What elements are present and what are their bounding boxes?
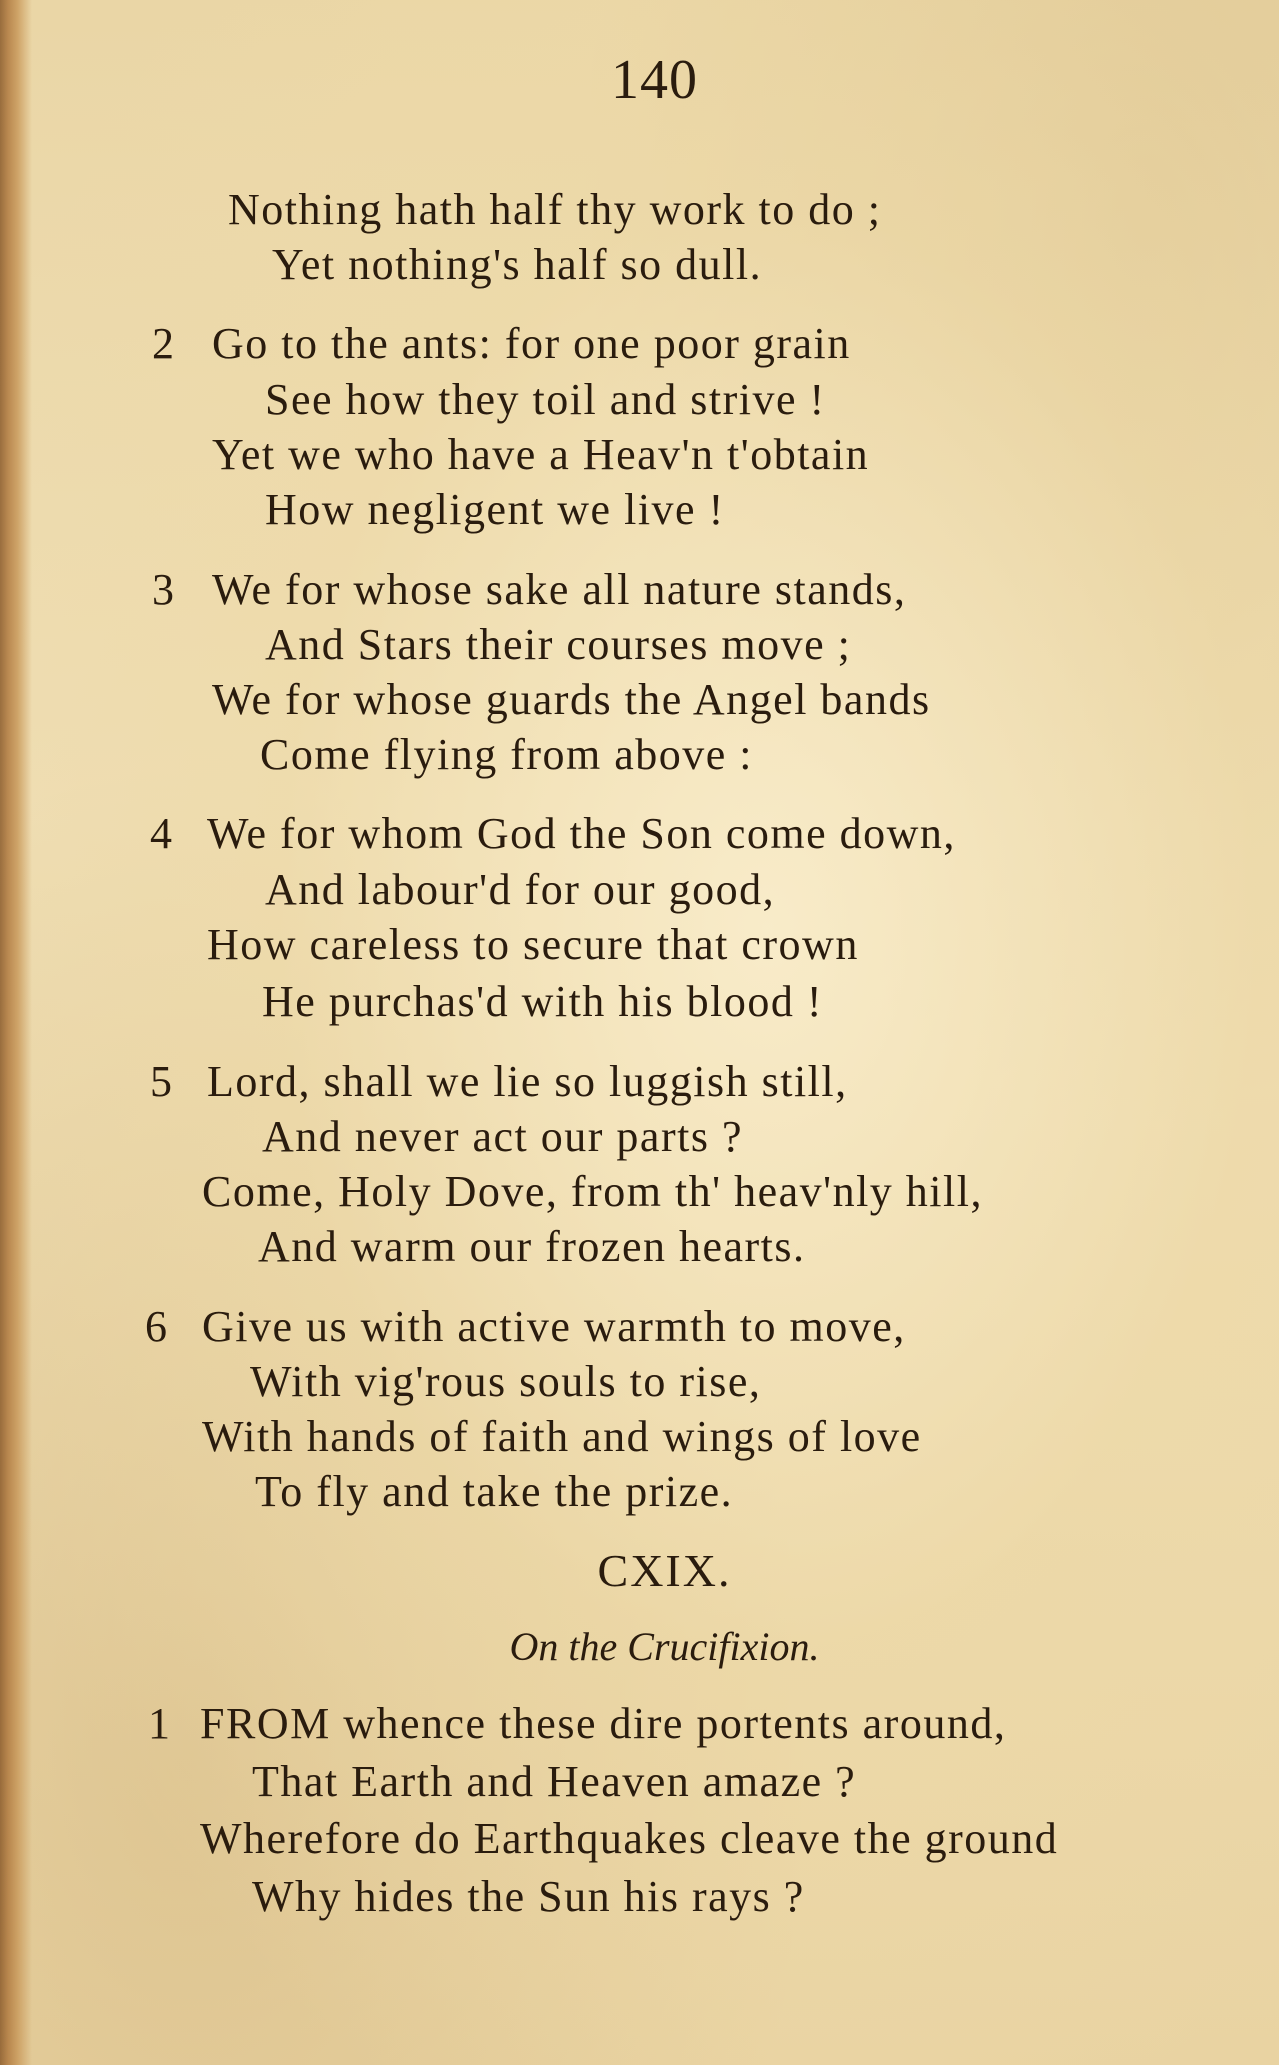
verse-line: Why hides the Sun his rays ? — [252, 1872, 805, 1921]
verse-line: And labour'd for our good, — [265, 865, 776, 914]
verse-line: Come flying from above : — [260, 730, 754, 779]
verse-line: And never act our parts ? — [262, 1112, 743, 1161]
verse-line: With vig'rous souls to rise, — [250, 1357, 762, 1406]
verse-line: We for whom God the Son come down, — [207, 809, 956, 858]
verse-line: To fly and take the prize. — [255, 1467, 734, 1516]
verse-line: We for whose guards the Angel bands — [212, 675, 931, 724]
page-number: 140 — [611, 49, 698, 111]
verse-line: See how they toil and strive ! — [265, 375, 826, 424]
verse-line: Give us with active warmth to move, — [202, 1302, 906, 1351]
verse-line: Wherefore do Earthquakes cleave the ground — [200, 1814, 1059, 1863]
verse-line: FROM whence these dire portents around, — [200, 1699, 1007, 1748]
hymn-subtitle: On the Crucifixion. — [509, 1624, 820, 1669]
stanza-number: 4 — [150, 809, 172, 858]
verse-line: How negligent we live ! — [265, 485, 725, 534]
stanza-number: 6 — [145, 1302, 167, 1351]
verse-line: And Stars their courses move ; — [265, 620, 852, 669]
hymn-heading: CXIX. — [597, 1545, 732, 1596]
verse-line: Go to the ants: for one poor grain — [212, 319, 851, 368]
verse-line: Come, Holy Dove, from th' heav'nly hill, — [202, 1167, 983, 1216]
stanza-number: 5 — [150, 1057, 172, 1106]
verse-line: Yet nothing's half so dull. — [272, 240, 763, 289]
stanza-number: 2 — [152, 319, 174, 368]
verse-line: That Earth and Heaven amaze ? — [252, 1757, 857, 1806]
page-binding-edge — [0, 0, 32, 2065]
verse-line: With hands of faith and wings of love — [202, 1412, 922, 1461]
verse-line: Lord, shall we lie so luggish still, — [207, 1057, 848, 1106]
verse-line: How careless to secure that crown — [207, 920, 859, 969]
verse-line: And warm our frozen hearts. — [258, 1222, 806, 1271]
stanza-number: 1 — [148, 1699, 170, 1748]
verse-line: Nothing hath half thy work to do ; — [228, 185, 882, 234]
verse-line: Yet we who have a Heav'n t'obtain — [212, 430, 870, 479]
verse-line: He purchas'd with his blood ! — [262, 977, 824, 1026]
verse-line: We for whose sake all nature stands, — [212, 565, 907, 614]
stanza-number: 3 — [152, 565, 174, 614]
